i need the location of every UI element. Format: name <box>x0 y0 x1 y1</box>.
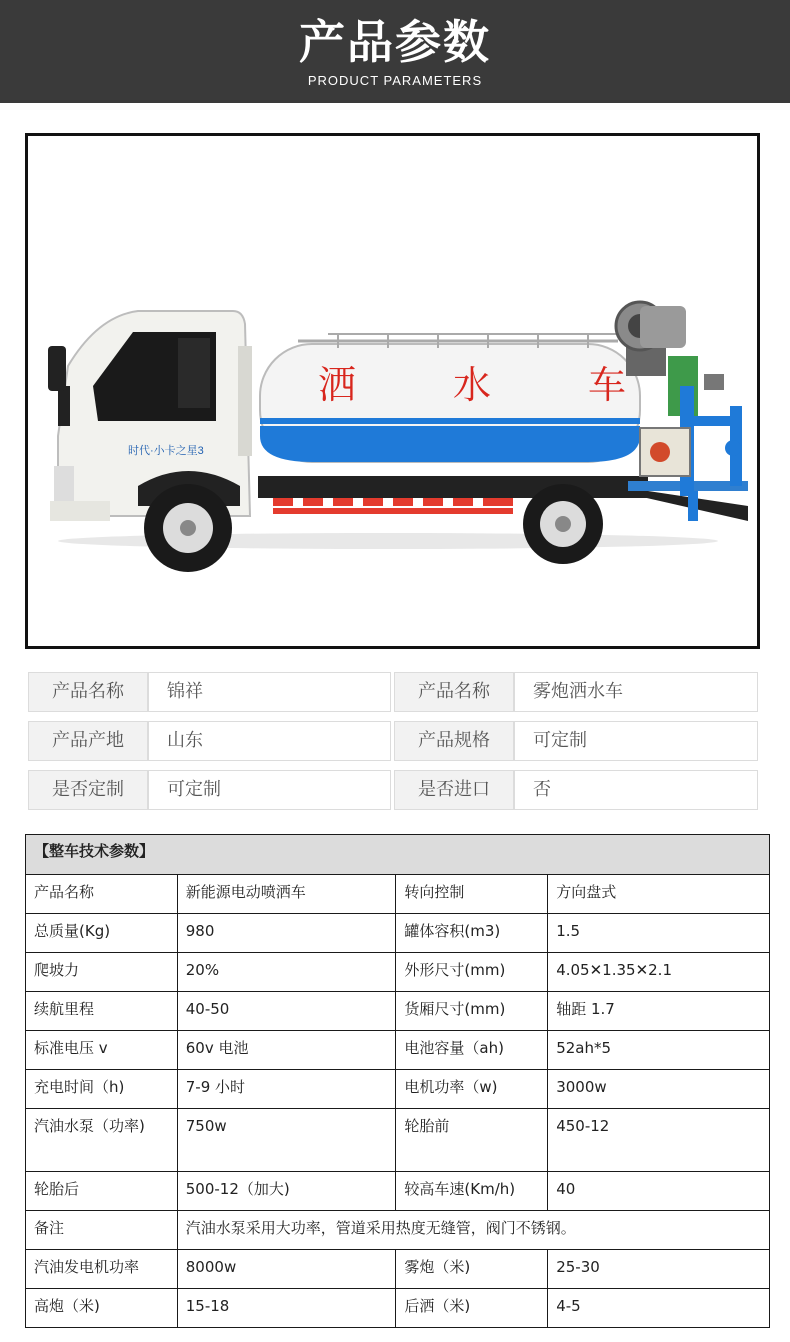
spec-note-value: 汽油水泵采用大功率，管道采用热度无缝管，阀门不锈钢。 <box>177 1211 769 1250</box>
info-value: 可定制 <box>514 721 758 761</box>
spec-value: 3000w <box>548 1070 770 1109</box>
spec-label: 续航里程 <box>26 992 178 1031</box>
spec-label: 电池容量（ah) <box>396 1031 548 1070</box>
spec-row <box>26 953 770 992</box>
spec-row <box>26 875 770 914</box>
info-label: 产品产地 <box>28 721 148 761</box>
spec-value: 25-30 <box>548 1250 770 1289</box>
spec-row <box>26 1070 770 1109</box>
spec-label: 雾炮（米) <box>396 1250 548 1289</box>
product-photo <box>25 133 760 649</box>
spec-label: 货厢尺寸(mm) <box>396 992 548 1031</box>
info-label: 产品名称 <box>28 672 148 712</box>
truck-illustration <box>28 136 757 646</box>
info-label: 是否定制 <box>28 770 148 810</box>
spec-label: 充电时间（h) <box>26 1070 178 1109</box>
spec-label: 汽油发电机功率 <box>26 1250 178 1289</box>
spec-table <box>25 834 770 1328</box>
spec-value: 15-18 <box>177 1289 396 1328</box>
spec-value: 40-50 <box>177 992 396 1031</box>
spec-value: 20% <box>177 953 396 992</box>
info-label: 产品名称 <box>394 672 514 712</box>
spec-row <box>26 1109 770 1172</box>
spec-row <box>26 992 770 1031</box>
spec-value: 4.05✕1.35✕2.1 <box>548 953 770 992</box>
spec-label: 罐体容积(m3) <box>396 914 548 953</box>
spec-label: 产品名称 <box>26 875 178 914</box>
spec-value: 新能源电动喷洒车 <box>177 875 396 914</box>
spec-label: 总质量(Kg) <box>26 914 178 953</box>
info-row <box>28 770 758 810</box>
spec-value: 1.5 <box>548 914 770 953</box>
spec-row <box>26 1250 770 1289</box>
tank-text-3: 车 <box>588 363 627 407</box>
spec-value: 方向盘式 <box>548 875 770 914</box>
spec-row <box>26 914 770 953</box>
spec-row-note <box>26 1211 770 1250</box>
tank-text-1: 洒 <box>318 363 357 407</box>
spec-value: 52ah*5 <box>548 1031 770 1070</box>
spec-value: 500-12（加大) <box>177 1172 396 1211</box>
spec-value: 750w <box>177 1109 396 1172</box>
spec-value: 轴距 1.7 <box>548 992 770 1031</box>
page-subtitle: PRODUCT PARAMETERS <box>307 73 483 88</box>
front-wheel <box>144 484 232 572</box>
spec-label: 爬坡力 <box>26 953 178 992</box>
spec-label: 轮胎前 <box>396 1109 548 1172</box>
page-title: 产品参数 <box>299 15 491 69</box>
rear-wheel <box>523 484 603 564</box>
spec-label: 电机功率（w) <box>396 1070 548 1109</box>
spec-row <box>26 1031 770 1070</box>
info-value: 可定制 <box>148 770 391 810</box>
info-row <box>28 721 758 761</box>
spec-value: 40 <box>548 1172 770 1211</box>
spec-value: 980 <box>177 914 396 953</box>
info-row <box>28 672 758 712</box>
info-label: 产品规格 <box>394 721 514 761</box>
spec-note-label: 备注 <box>26 1211 178 1250</box>
spec-value: 4-5 <box>548 1289 770 1328</box>
info-value: 雾炮洒水车 <box>514 672 758 712</box>
spec-label: 后洒（米) <box>396 1289 548 1328</box>
spec-label: 轮胎后 <box>26 1172 178 1211</box>
page-header <box>0 0 790 103</box>
spec-row <box>26 1289 770 1328</box>
spec-label: 较高车速(Km/h) <box>396 1172 548 1211</box>
spec-title: 【整车技术参数】 <box>26 835 770 875</box>
spec-value: 450-12 <box>548 1109 770 1172</box>
spec-value: 60v 电池 <box>177 1031 396 1070</box>
spec-label: 高炮（米) <box>26 1289 178 1328</box>
tank-text-2: 水 <box>453 363 492 407</box>
spec-label: 汽油水泵（功率) <box>26 1109 178 1172</box>
info-label: 是否进口 <box>394 770 514 810</box>
spec-label: 外形尺寸(mm) <box>396 953 548 992</box>
info-value: 锦祥 <box>148 672 391 712</box>
info-value: 否 <box>514 770 758 810</box>
spec-row <box>26 1172 770 1211</box>
spec-label: 转向控制 <box>396 875 548 914</box>
spec-value: 7-9 小时 <box>177 1070 396 1109</box>
info-value: 山东 <box>148 721 391 761</box>
cab-badge: 时代·小卡之星3 <box>128 445 204 457</box>
spec-value: 8000w <box>177 1250 396 1289</box>
spec-label: 标准电压 v <box>26 1031 178 1070</box>
